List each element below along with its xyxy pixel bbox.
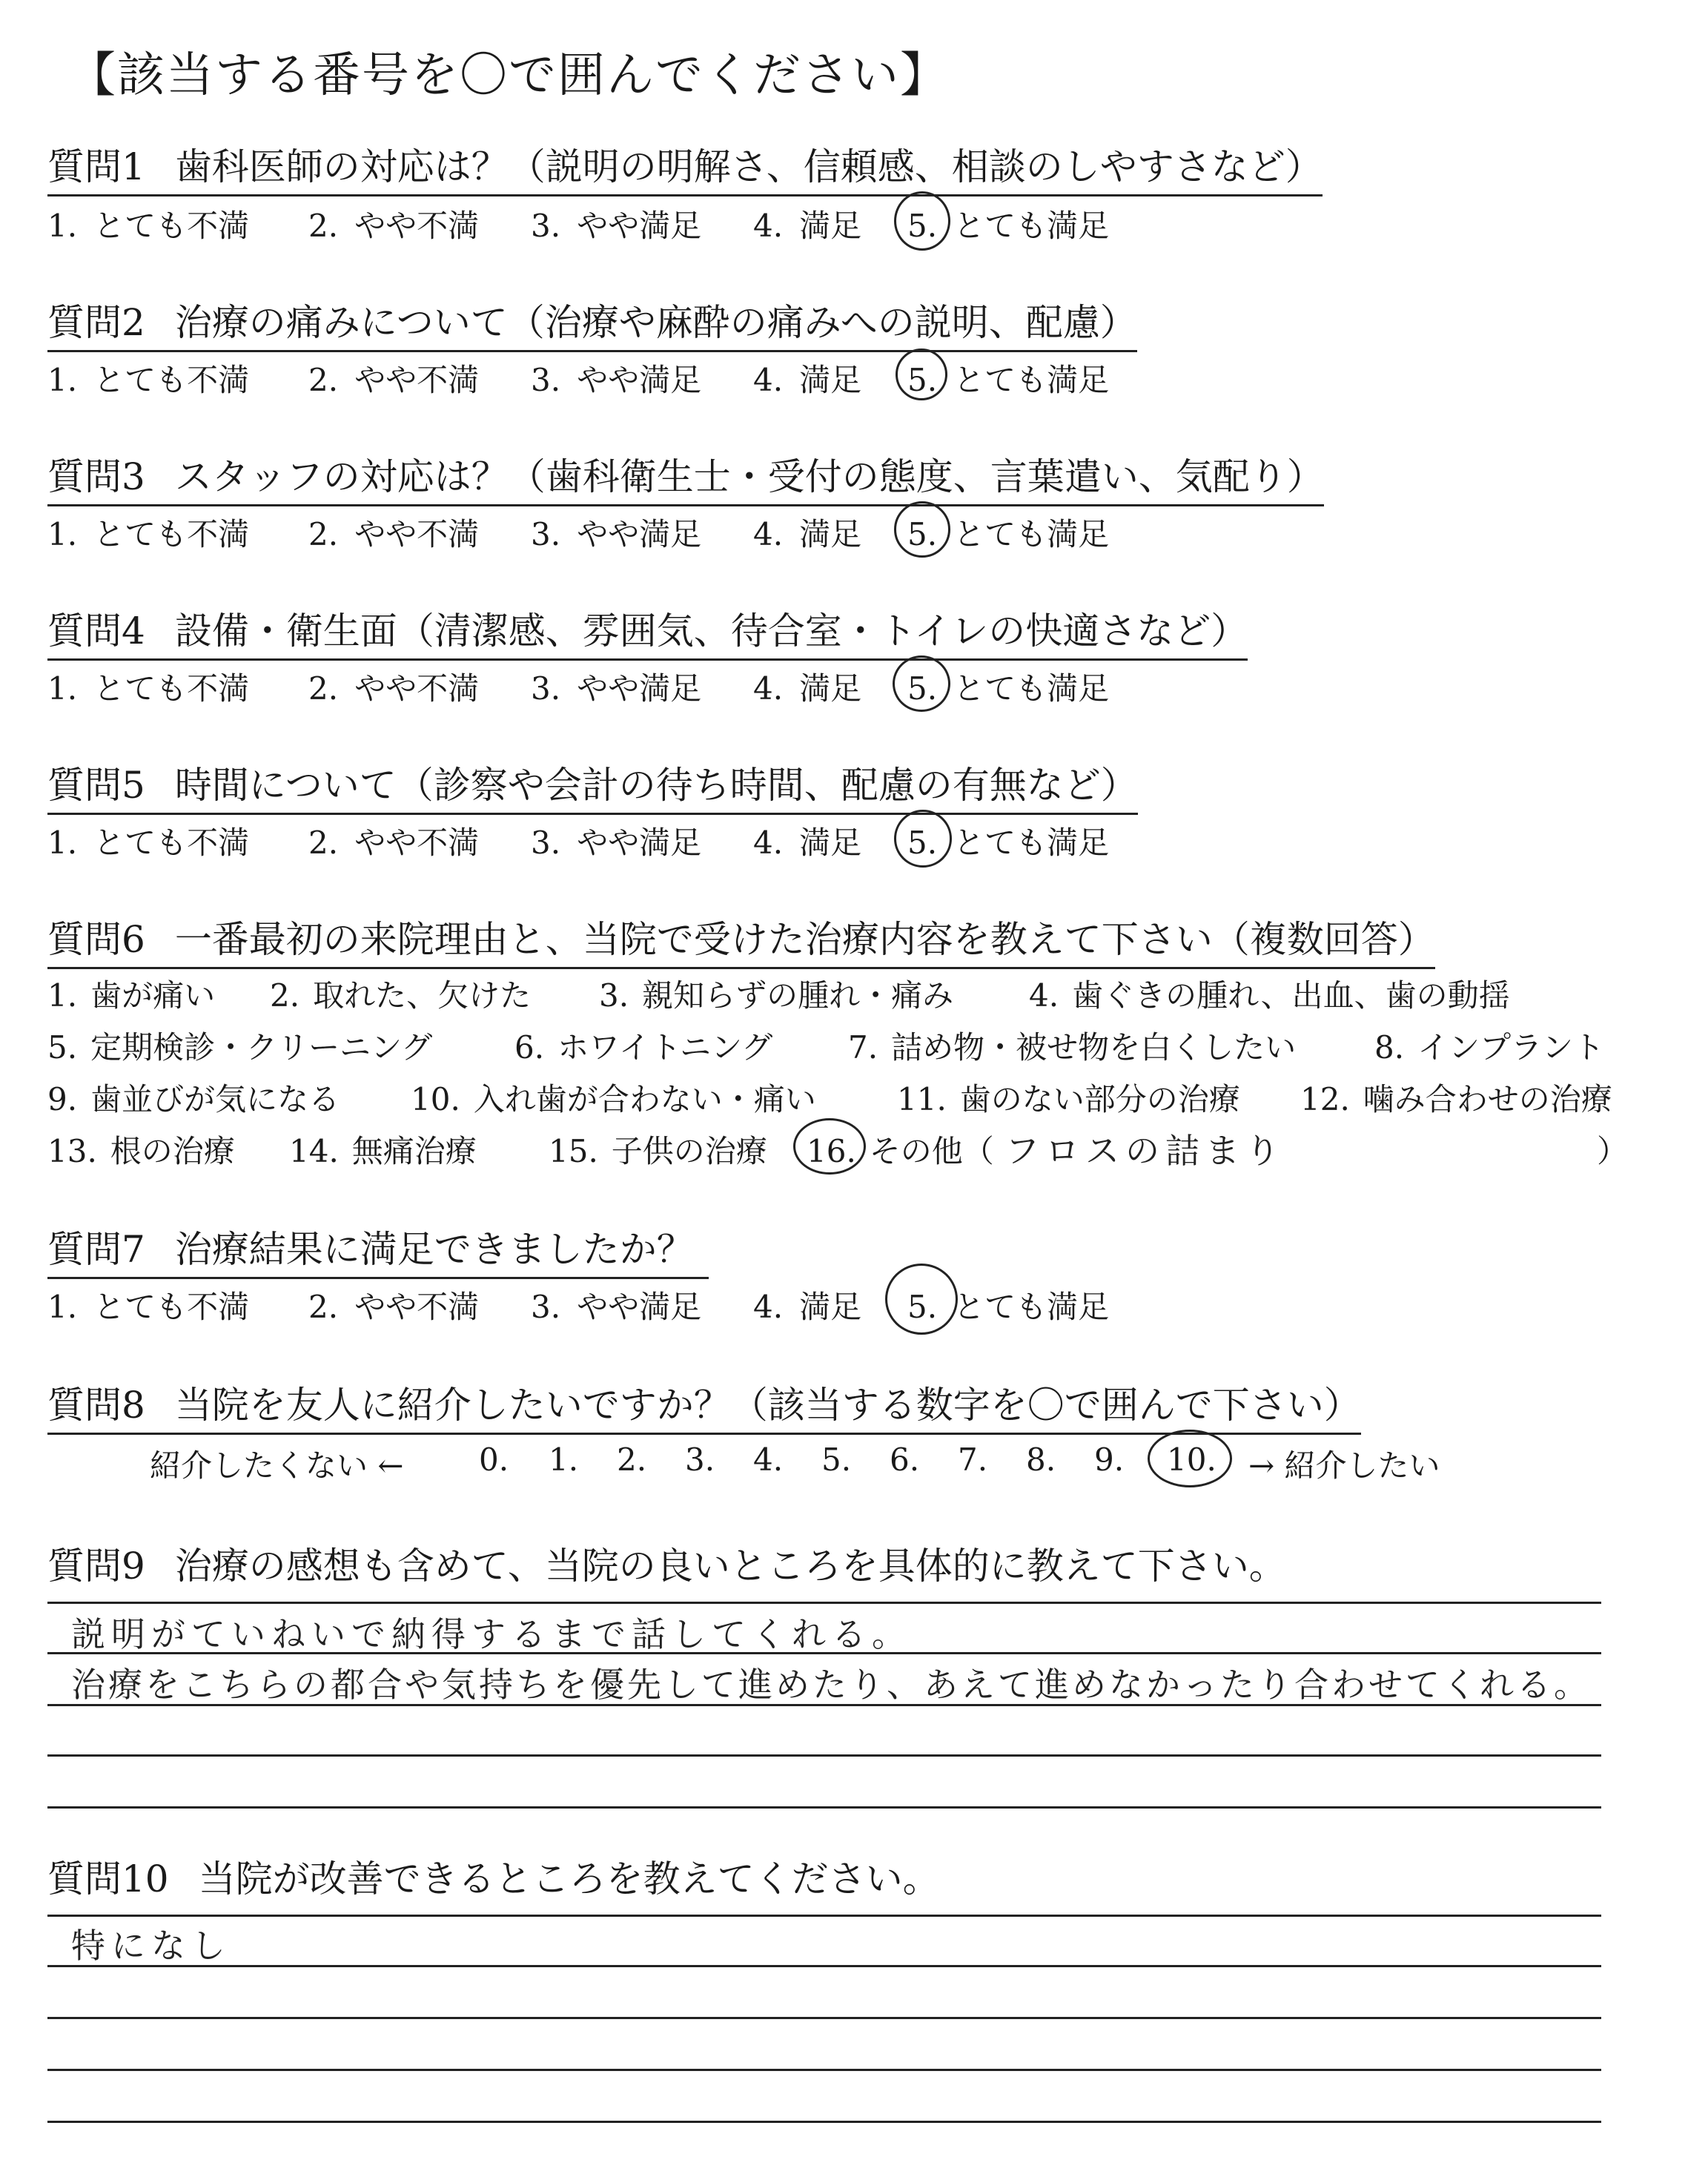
question-5-text: 時間について（診察や会計の待ち時間、配慮の有無など） xyxy=(174,764,1138,807)
q7-option-4[interactable]: 4. 満足 xyxy=(753,1289,862,1325)
question-1-label: 質問1 xyxy=(47,145,145,188)
question-7-label: 質問7 xyxy=(47,1228,145,1271)
answer-line xyxy=(47,1704,1601,1706)
q10-answer-line-1: 特になし xyxy=(71,1926,231,1966)
answer-line xyxy=(47,1754,1601,1757)
question-3-text: スタッフの対応は？（歯科衛生士・受付の態度、言葉遣い、気配り） xyxy=(174,455,1324,498)
selection-circle xyxy=(894,501,950,558)
q4-option-2[interactable]: 2. やや不満 xyxy=(308,670,480,707)
q2-option-4[interactable]: 4. 満足 xyxy=(753,362,862,398)
q8-score-9[interactable]: 9. xyxy=(1094,1441,1125,1478)
q6-option-15[interactable]: 15. 子供の治療 xyxy=(549,1133,767,1169)
q1-option-1[interactable]: 1. とても不満 xyxy=(47,208,250,244)
q6-option-11[interactable]: 11. 歯のない部分の治療 xyxy=(897,1081,1240,1117)
q8-right-label: → 紹介したい xyxy=(1248,1447,1440,1484)
question-1-heading xyxy=(47,141,1323,196)
question-4-text: 設備・衛生面（清潔感、雰囲気、待合室・トイレの快適さなど） xyxy=(174,610,1248,653)
answer-line xyxy=(47,2121,1601,2123)
q3-option-5[interactable]: 5. とても満足 xyxy=(907,516,1110,552)
answer-line xyxy=(47,1806,1601,1809)
q6-option-9[interactable]: 9. 歯並びが気になる xyxy=(47,1081,340,1117)
question-3-heading xyxy=(47,451,1324,506)
q6-option-2[interactable]: 2. 取れた、欠けた xyxy=(270,977,532,1014)
q8-score-0[interactable]: 0. xyxy=(479,1441,509,1478)
question-9-label: 質問9 xyxy=(47,1545,145,1588)
q5-option-2[interactable]: 2. やや不満 xyxy=(308,825,480,861)
q7-option-5[interactable]: 5. とても満足 xyxy=(907,1289,1110,1325)
question-9-text: 治療の感想も含めて、当院の良いところを具体的に教えて下さい。 xyxy=(174,1545,1286,1588)
q6-option-12[interactable]: 12. 噛み合わせの治療 xyxy=(1300,1081,1612,1117)
q8-score-1[interactable]: 1. xyxy=(549,1441,579,1478)
question-5-heading xyxy=(47,759,1138,815)
q5-option-5[interactable]: 5. とても満足 xyxy=(907,825,1110,861)
question-6-row-1 xyxy=(47,971,1678,1016)
q1-option-4[interactable]: 4. 満足 xyxy=(753,208,862,244)
q6-option-10[interactable]: 10. 入れ歯が合わない・痛い xyxy=(411,1081,816,1117)
question-8-label: 質問8 xyxy=(47,1384,145,1427)
q5-option-1[interactable]: 1. とても不満 xyxy=(47,825,250,861)
answer-line xyxy=(47,1602,1601,1604)
q7-option-1[interactable]: 1. とても不満 xyxy=(47,1289,250,1325)
q6-option-1[interactable]: 1. 歯が痛い xyxy=(47,977,216,1014)
q6-option-8[interactable]: 8. インプラント xyxy=(1374,1029,1605,1066)
q3-option-4[interactable]: 4. 満足 xyxy=(753,516,862,552)
q6-option-7[interactable]: 7. 詰め物・被せ物を白くしたい xyxy=(848,1029,1297,1066)
q8-score-7[interactable]: 7. xyxy=(958,1441,988,1478)
question-6-row-2 xyxy=(47,1023,1678,1068)
q5-option-3[interactable]: 3. やや満足 xyxy=(531,825,702,861)
q7-option-2[interactable]: 2. やや不満 xyxy=(308,1289,480,1325)
question-4-label: 質問4 xyxy=(47,610,145,653)
q2-option-5[interactable]: 5. とても満足 xyxy=(907,362,1110,398)
answer-line xyxy=(47,1915,1601,1917)
question-6-label: 質問6 xyxy=(47,918,145,961)
q6-option-14[interactable]: 14. 無痛治療 xyxy=(289,1133,477,1169)
question-2-text: 治療の痛みについて（治療や麻酔の痛みへの説明、配慮） xyxy=(174,301,1137,344)
q8-score-6[interactable]: 6. xyxy=(890,1441,920,1478)
q4-option-3[interactable]: 3. やや満足 xyxy=(531,670,702,707)
answer-line xyxy=(47,1652,1601,1654)
q8-score-3[interactable]: 3. xyxy=(685,1441,715,1478)
question-2-heading xyxy=(47,297,1137,352)
q3-option-2[interactable]: 2. やや不満 xyxy=(308,516,480,552)
selection-circle xyxy=(894,810,952,868)
selection-circle xyxy=(896,349,947,400)
question-10-text: 当院が改善できるところを教えてください。 xyxy=(198,1857,940,1900)
question-4-heading xyxy=(47,605,1248,661)
q6-option-13[interactable]: 13. 根の治療 xyxy=(47,1133,235,1169)
selection-circle xyxy=(894,191,950,251)
q6-option-6[interactable]: 6. ホワイトニング xyxy=(514,1029,773,1066)
q6-other-handwritten: フロスの詰まり xyxy=(1005,1131,1285,1171)
question-6-row-4 xyxy=(47,1127,1678,1172)
q6-option-5[interactable]: 5. 定期検診・クリーニング xyxy=(47,1029,433,1066)
answer-line xyxy=(47,2017,1601,2019)
q8-left-label: 紹介したくない ← xyxy=(150,1447,404,1484)
q6-option-16[interactable]: 16. その他（ xyxy=(807,1133,994,1169)
q3-option-1[interactable]: 1. とても不満 xyxy=(47,516,250,552)
answer-line xyxy=(47,2069,1601,2071)
q6-option-3[interactable]: 3. 親知らずの腫れ・痛み xyxy=(599,977,954,1014)
q8-score-8[interactable]: 8. xyxy=(1026,1441,1056,1478)
q1-option-2[interactable]: 2. やや不満 xyxy=(308,208,480,244)
q1-option-5[interactable]: 5. とても満足 xyxy=(907,208,1110,244)
q7-option-3[interactable]: 3. やや満足 xyxy=(531,1289,702,1325)
q4-option-5[interactable]: 5. とても満足 xyxy=(907,670,1110,707)
question-9-heading xyxy=(47,1536,1286,1590)
question-7-heading xyxy=(47,1223,709,1279)
question-6-row-3 xyxy=(47,1075,1678,1120)
question-8-text: 当院を友人に紹介したいですか？（該当する数字を〇で囲んで下さい） xyxy=(174,1384,1361,1427)
q9-answer-line-1: 説明がていねいで納得するまで話してくれる。 xyxy=(71,1614,912,1654)
question-5-label: 質問5 xyxy=(47,764,145,807)
question-1-text: 歯科医師の対応は？（説明の明解さ、信頼感、相談のしやすさなど） xyxy=(174,145,1323,188)
q9-answer-line-2: 治療をこちらの都合や気持ちを優先して進めたり、あえて進めなかったり合わせてくれる。 xyxy=(71,1665,1591,1705)
selection-circle xyxy=(893,655,950,712)
q2-option-3[interactable]: 3. やや満足 xyxy=(531,362,702,398)
q8-score-4[interactable]: 4. xyxy=(753,1441,784,1478)
q4-option-1[interactable]: 1. とても不満 xyxy=(47,670,250,707)
q5-option-4[interactable]: 4. 満足 xyxy=(753,825,862,861)
selection-circle xyxy=(793,1118,866,1175)
answer-line xyxy=(47,1965,1601,1967)
q8-score-2[interactable]: 2. xyxy=(617,1441,647,1478)
q8-score-5[interactable]: 5. xyxy=(821,1441,852,1478)
question-3-label: 質問3 xyxy=(47,455,145,498)
question-10-heading xyxy=(47,1849,940,1903)
question-7-text: 治療結果に満足できましたか？ xyxy=(174,1228,694,1271)
q6-option-4[interactable]: 4. 歯ぐきの腫れ、出血、歯の動揺 xyxy=(1029,977,1510,1014)
q2-option-1[interactable]: 1. とても不満 xyxy=(47,362,250,398)
q2-option-2[interactable]: 2. やや不満 xyxy=(308,362,480,398)
question-6-heading xyxy=(47,914,1435,969)
question-6-text: 一番最初の来院理由と、当院で受けた治療内容を教えて下さい（複数回答） xyxy=(174,918,1435,961)
question-8-heading xyxy=(47,1379,1361,1435)
question-10-label: 質問10 xyxy=(47,1857,169,1900)
page-title: 【該当する番号を〇で囲んでください】 xyxy=(68,48,949,103)
selection-circle xyxy=(1148,1430,1232,1487)
q8-score-10[interactable]: 10. xyxy=(1167,1441,1217,1478)
q3-option-3[interactable]: 3. やや満足 xyxy=(531,516,702,552)
q4-option-4[interactable]: 4. 満足 xyxy=(753,670,862,707)
question-2-label: 質問2 xyxy=(47,301,145,344)
question-8-scale xyxy=(47,1441,1500,1493)
q1-option-3[interactable]: 3. やや満足 xyxy=(531,208,702,244)
selection-circle xyxy=(885,1264,958,1335)
q6-other-close-paren: ） xyxy=(1597,1133,1629,1169)
